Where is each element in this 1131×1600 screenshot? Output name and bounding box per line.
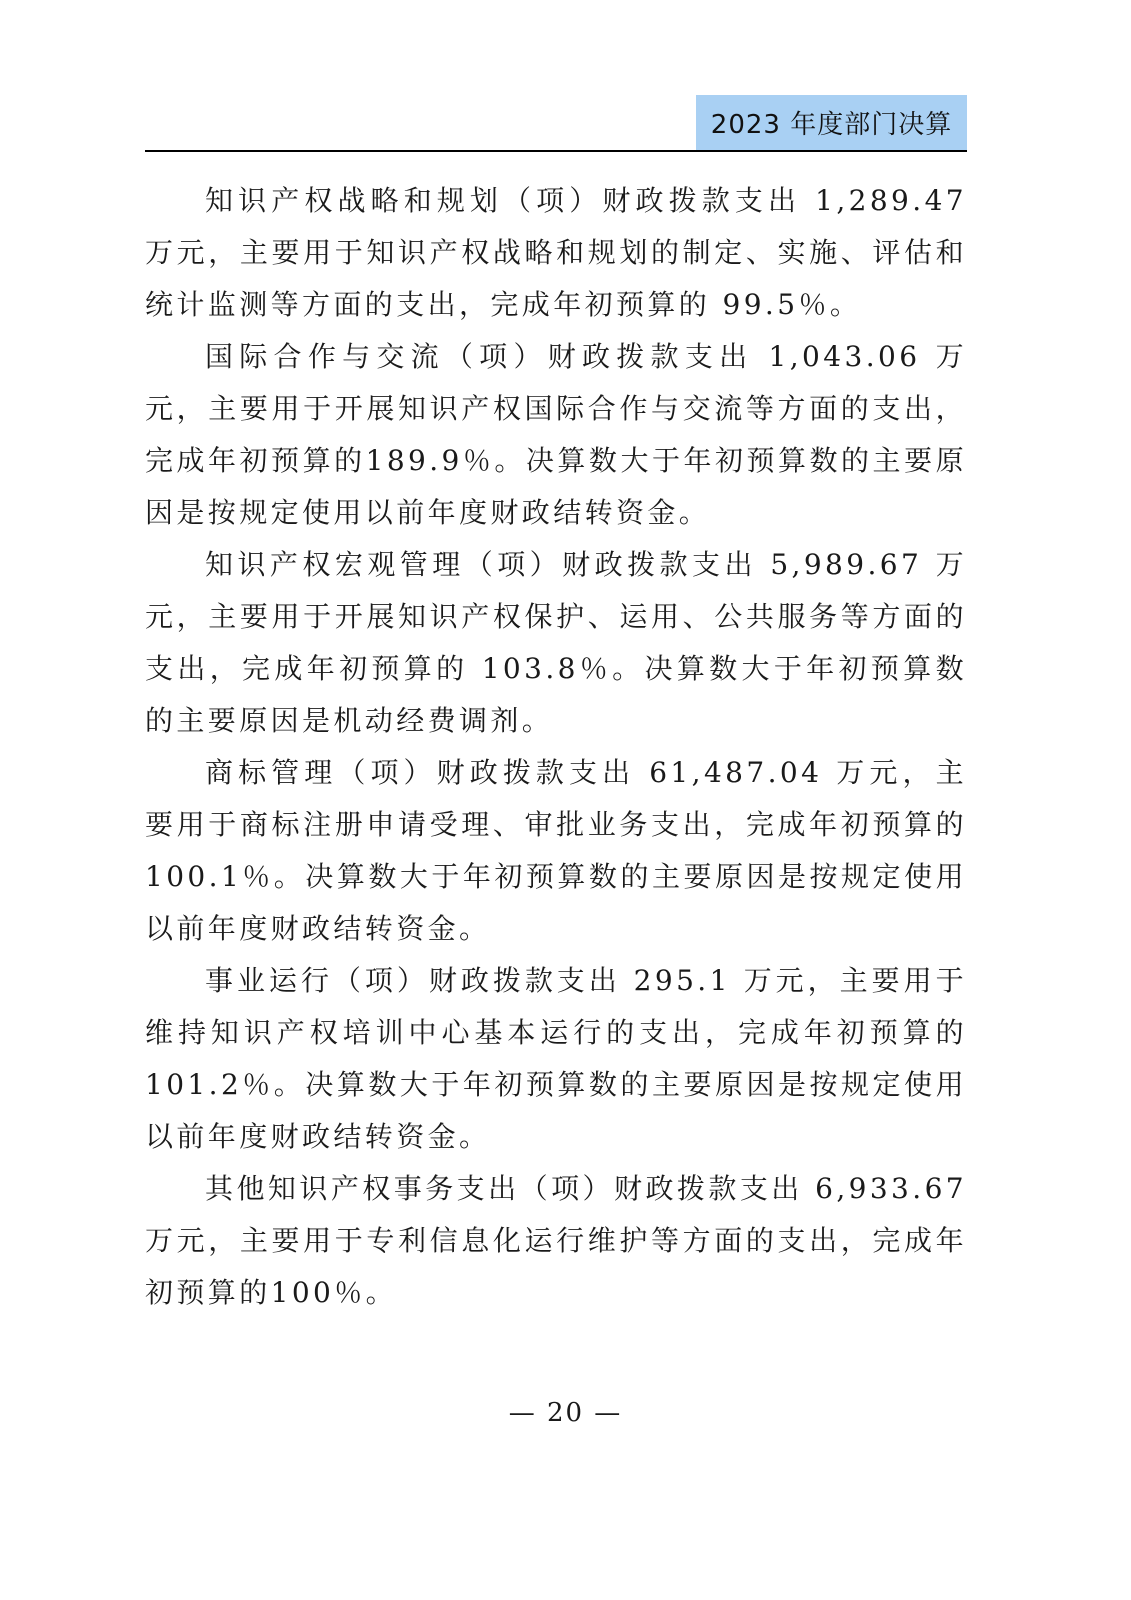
paragraph-strategy-planning: 知识产权战略和规划（项）财政拨款支出 1,289.47 万元，主要用于知识产权战略和规划的制定、实施、评估和统计监测等方面的支出，完成年初预算的 99.5％。 (145, 184, 967, 321)
page-number: — 20 — (508, 1398, 623, 1428)
header-rule (145, 150, 967, 152)
document-title-tab: 2023 年度部门决算 (696, 95, 967, 150)
body-text (145, 175, 967, 1319)
paragraph-trademark-management: 商标管理（项）财政拨款支出 61,487.04 万元，主要用于商标注册申请受理、审批业务支出，完成年初预算的 100.1％。决算数大于年初预算数的主要原因是按规定使用以前年度财政结转资金。 (145, 756, 967, 945)
paragraph-international-cooperation: 国际合作与交流（项）财政拨款支出 1,043.06 万元，主要用于开展知识产权国际合作与交流等方面的支出，完成年初预算的189.9％。决算数大于年初预算数的主要原因是按规定使用以前年度财政结转资金。 (145, 340, 967, 529)
paragraph-other-affairs: 其他知识产权事务支出（项）财政拨款支出 6,933.67 万元，主要用于专利信息化运行维护等方面的支出，完成年初预算的100％。 (145, 1172, 967, 1309)
paragraph-operations: 事业运行（项）财政拨款支出 295.1 万元，主要用于维持知识产权培训中心基本运行的支出，完成年初预算的 101.2％。决算数大于年初预算数的主要原因是按规定使用以前年度财政结转资金。 (145, 964, 967, 1153)
paragraph-macro-management: 知识产权宏观管理（项）财政拨款支出 5,989.67 万元，主要用于开展知识产权保护、运用、公共服务等方面的支出，完成年初预算的 103.8％。决算数大于年初预算数的主要原因是机动经费调剂。 (145, 548, 967, 737)
